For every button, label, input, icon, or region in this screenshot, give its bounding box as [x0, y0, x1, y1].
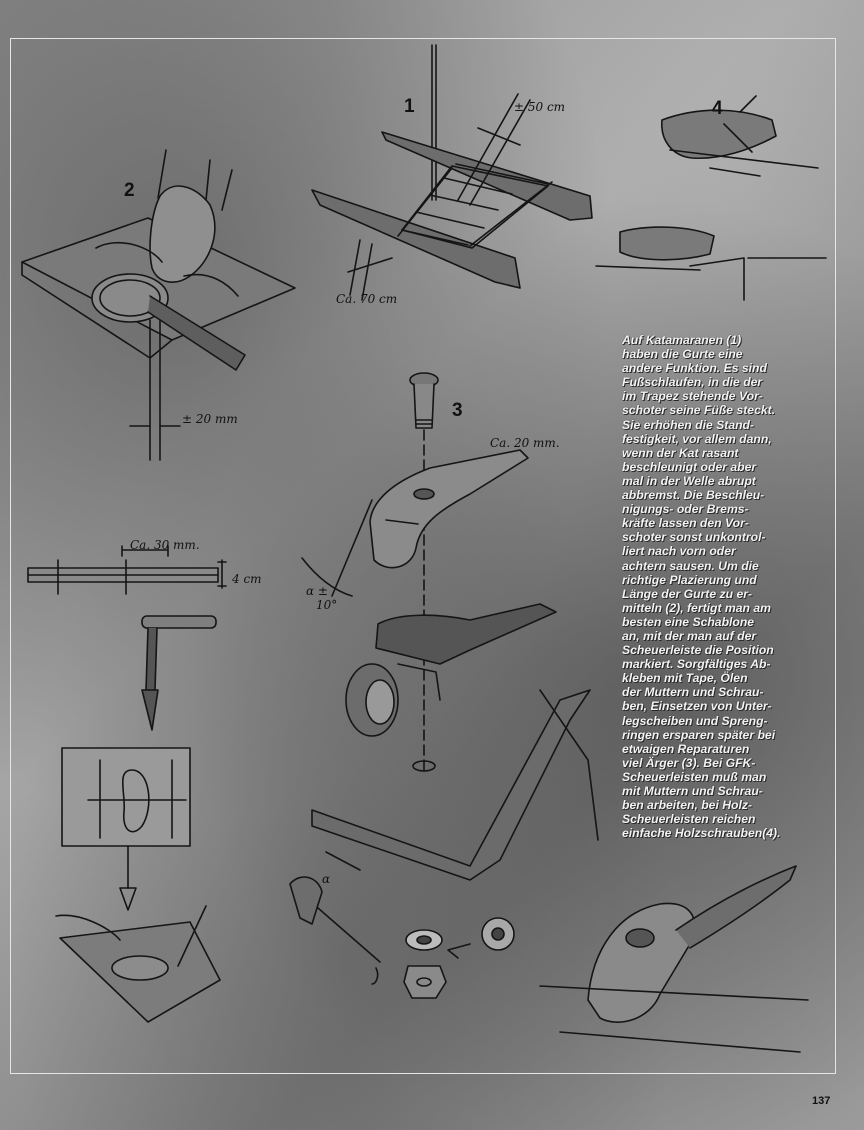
angle-label-lower: α: [322, 872, 331, 886]
caption-text: Auf Katamaranen (1) haben die Gurte eine andere Funktion. Es sind Fußschlaufen, in die der im Trapez stehende Vor- schoter seine Füße steckt. Sie erhöhen die Stand- festigkeit, vor allem dann, wenn der Kat rasant beschleunigt oder aber mal in der Welle abrupt abbremst. Die Beschleu- nigungs- oder Brems- kräfte lassen den Vor- schoter sonst unkontrol- liert nach vorn oder achtern sausen. Um die richtige Plazierung und Länge der Gurte zu er- mitteln (2), fertigt man am besten eine Schablone an, mit der man auf der Scheuerleiste die Position markiert. Sorgfältiges Ab- kleben mit Tape, Ölen der Muttern und Schrau- ben, Einsetzen von Unter- legscheiben und Spreng- ringen ersparen später bei etwaigen Reparaturen viel Ärger (3). Bei GFK- Scheuerleisten muß man mit Muttern und Schrau- ben arbeiten, bei Holz- Scheuerleisten reichen einfache Holzschrauben(4).: [622, 333, 781, 841]
template-illustration: [22, 150, 295, 1022]
figure-number-2: 2: [124, 180, 135, 201]
figure-number-1: 1: [404, 96, 415, 117]
figure-number-4: 4: [712, 98, 723, 119]
dimension-label-fig3: Ca. 20 mm.: [490, 436, 560, 450]
page-number: 137: [812, 1095, 831, 1107]
angle-label: α ±: [306, 584, 328, 598]
dimension-label-width: Ca. 30 mm.: [130, 538, 200, 552]
catamaran-illustration: [312, 45, 592, 300]
dimension-label-fig2: ± 20 mm: [182, 412, 238, 426]
angle-value: 10°: [316, 598, 338, 612]
dimension-label-bottom: Ca. 70 cm: [336, 292, 398, 306]
dimension-label-height: 4 cm: [232, 572, 262, 586]
figure-number-3: 3: [452, 400, 463, 421]
mounting-illustration: [290, 373, 598, 998]
dimension-label-top: ± 50 cm: [514, 100, 566, 114]
